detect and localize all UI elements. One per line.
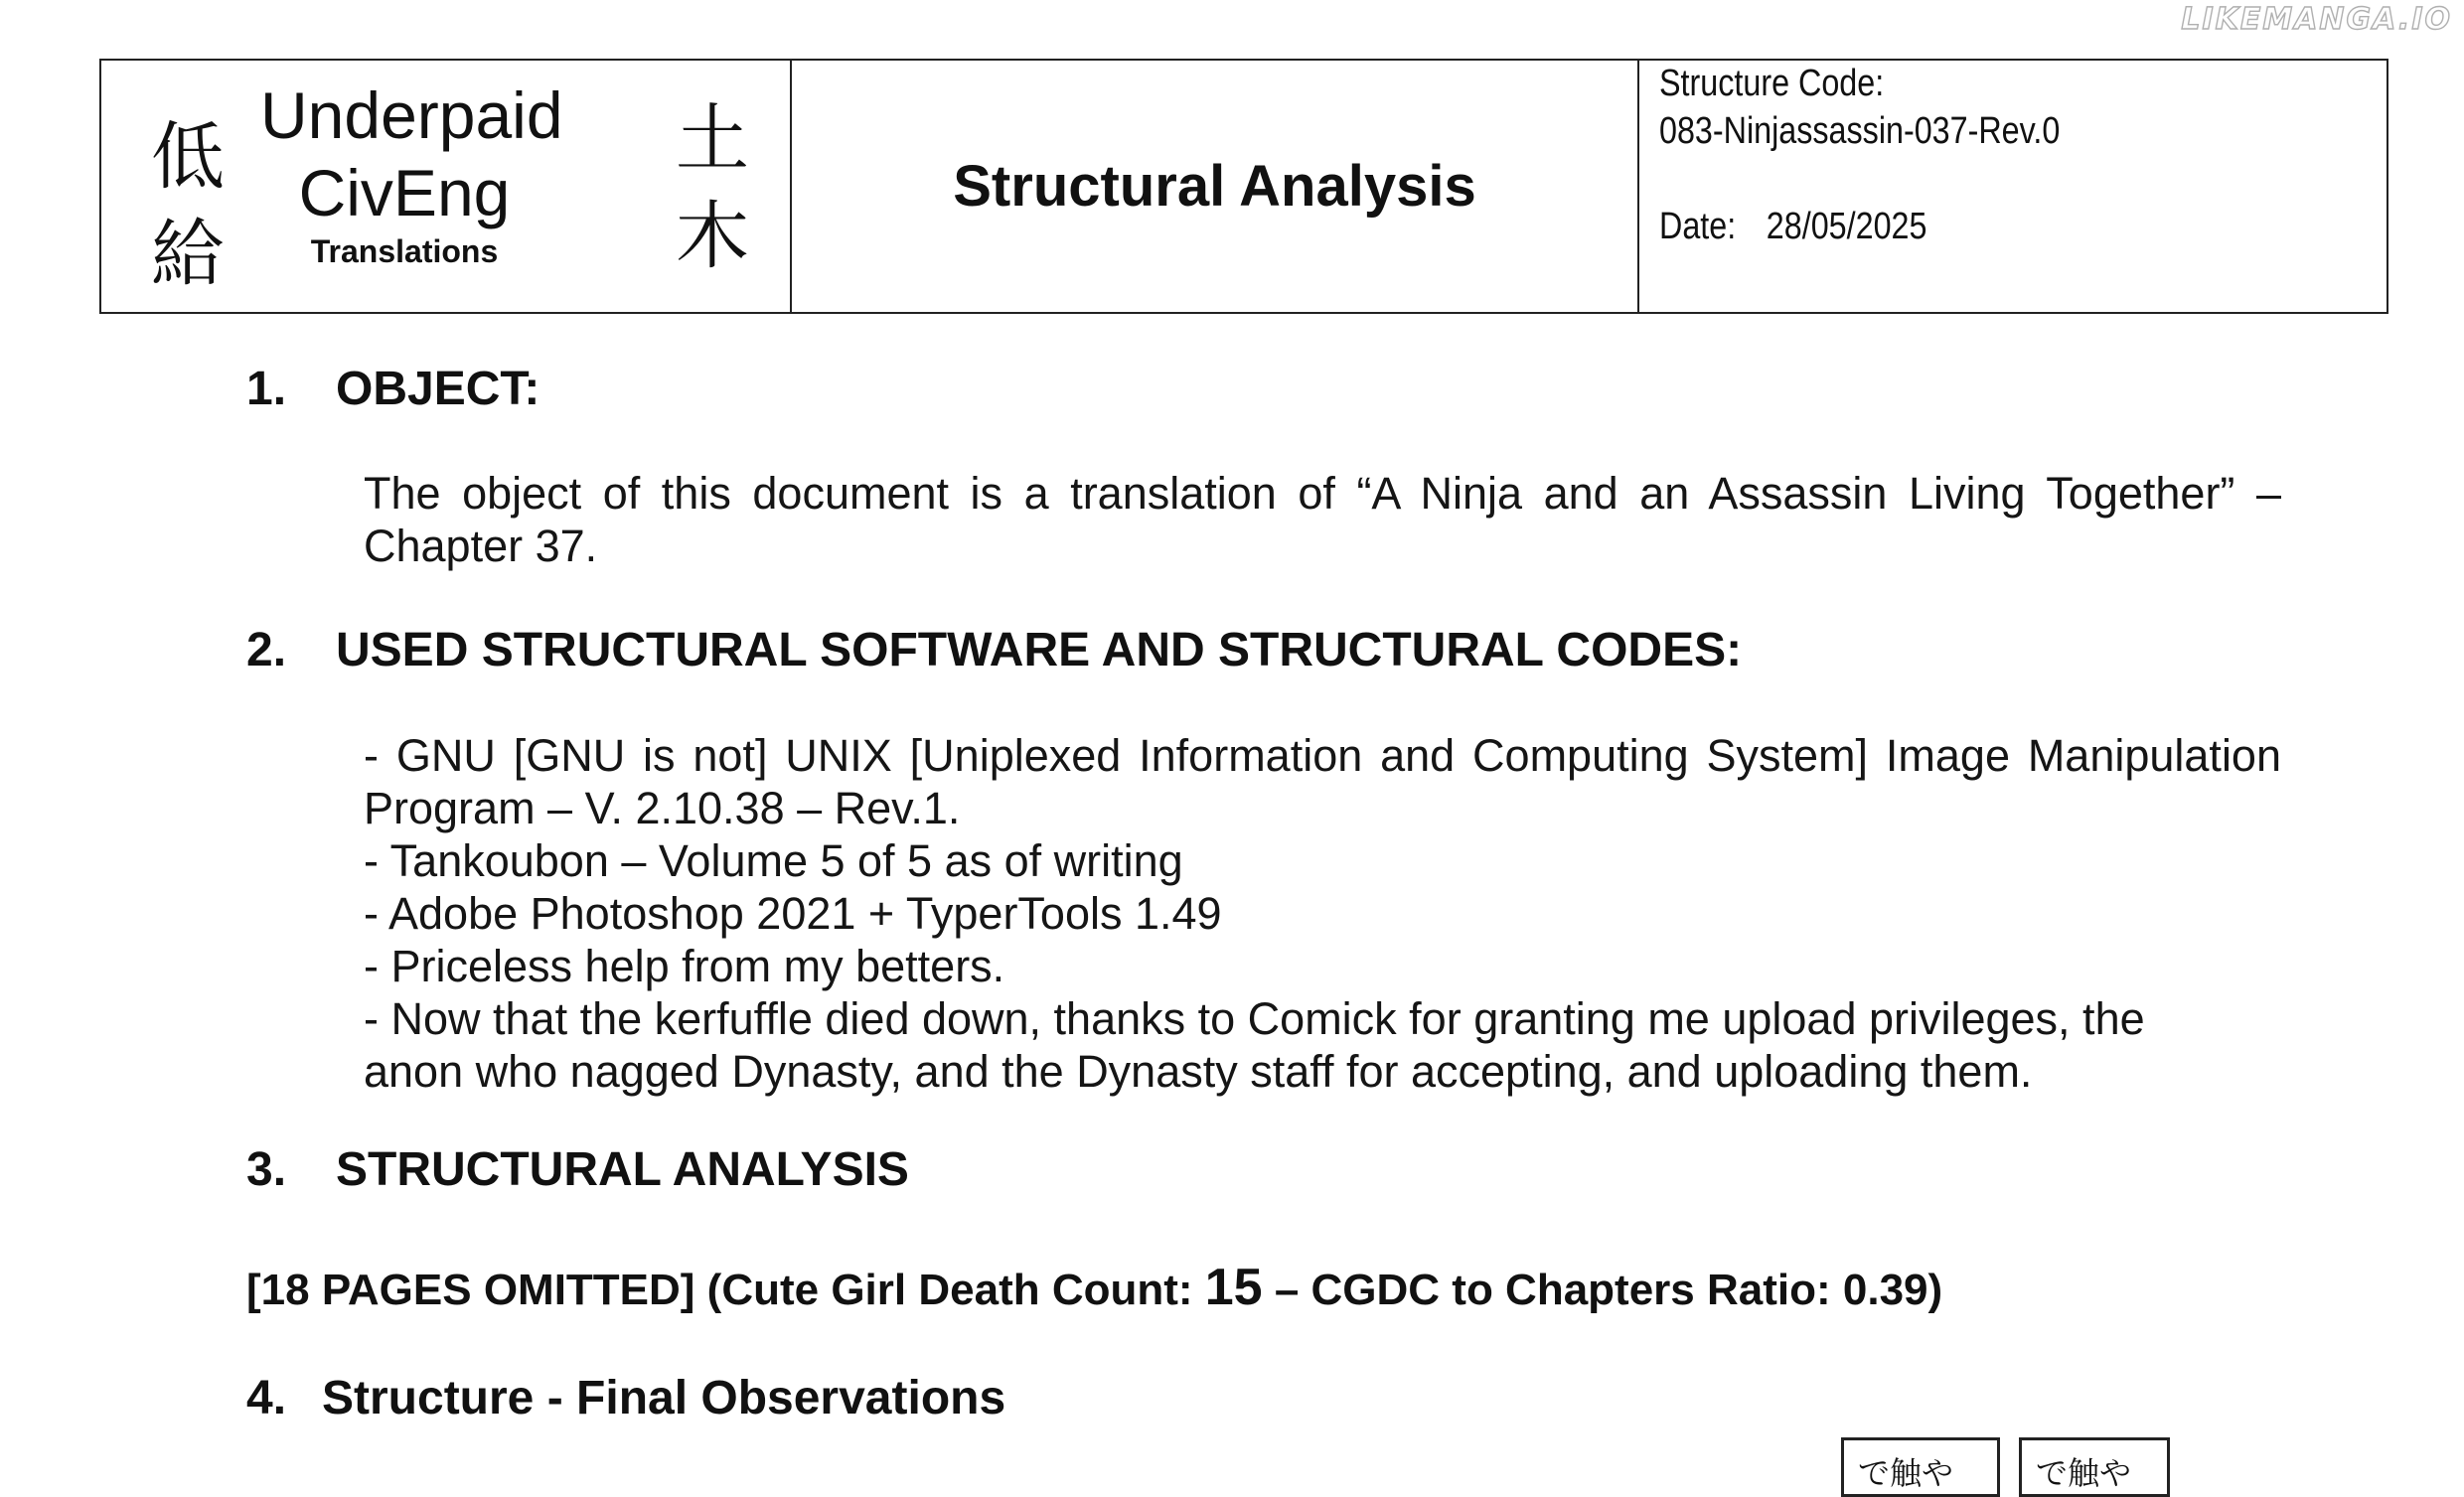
structure-code-value: 083-Ninjassassin-037-Rev.0: [1659, 110, 2061, 152]
date-label: Date:: [1659, 206, 1737, 247]
section-number: 4.: [246, 1372, 287, 1424]
date-row: [1659, 206, 1926, 248]
section-heading-2: [246, 623, 1742, 677]
omitted-prefix: [18 PAGES OMITTED] (Cute Girl Death Count:: [246, 1266, 1205, 1314]
logo-line-2: CivEng: [298, 156, 511, 229]
kanji-char: 土: [676, 96, 749, 182]
list-item: - Tankoubon – Volume 5 of 5 as of writing: [364, 835, 1183, 886]
logo-subtitle: Translations: [310, 233, 499, 269]
title-cell: [792, 61, 1639, 312]
kanji-left-column: [151, 108, 225, 303]
section-heading-3: [246, 1142, 909, 1197]
list-item: - Now that the kerfuffle died down, thanks to Comick for granting me upload privileges, the anon who nagged Dynasty, and the Dynasty staff for accepting, and uploading them.: [364, 993, 2145, 1097]
date-value: 28/05/2025: [1766, 206, 1927, 247]
section-1-body: The object of this document is a translation of “A Ninja and an Assassin Living Together” – Chapter 37.: [364, 468, 2281, 571]
section-heading-1: [246, 362, 539, 416]
logo-cell: [101, 61, 792, 312]
site-watermark: LIKEMANGA.IO: [2181, 2, 2452, 37]
document-header: [99, 59, 2388, 314]
section-heading-4: [246, 1371, 1005, 1425]
kanji-char: 低: [151, 114, 225, 200]
section-title: USED STRUCTURAL SOFTWARE AND STRUCTURAL CODES:: [336, 624, 1743, 676]
logo-wordmark: [260, 76, 563, 271]
omitted-pages-note: [246, 1258, 1942, 1317]
stamp-box: で触や: [1841, 1437, 2000, 1497]
section-title: OBJECT:: [336, 363, 540, 415]
kanji-char: 給: [151, 212, 225, 297]
list-item: - Priceless help from my betters.: [364, 941, 1005, 991]
section-title: STRUCTURAL ANALYSIS: [336, 1143, 909, 1196]
structure-code-label: Structure Code:: [1659, 63, 1885, 104]
meta-cell: [1639, 61, 2387, 312]
section-title: Structure - Final Observations: [322, 1372, 1006, 1424]
software-list: [364, 729, 2281, 1098]
section-number: 3.: [246, 1143, 287, 1196]
stamp-box: で触や: [2019, 1437, 2170, 1497]
list-item: - GNU [GNU is not] UNIX [Uniplexed Information and Computing System] Image Manipulation Program – V. 2.10.38 – Rev.1.: [364, 730, 2281, 833]
section-number: 2.: [246, 624, 287, 676]
omitted-suffix: – CGDC to Chapters Ratio: 0.39): [1262, 1266, 1943, 1314]
document-title: Structural Analysis: [953, 154, 1476, 219]
death-count: 15: [1204, 1259, 1263, 1316]
kanji-char: 木: [676, 194, 749, 279]
section-number: 1.: [246, 363, 287, 415]
kanji-right-column: [676, 90, 749, 285]
list-item: - Adobe Photoshop 2021 + TyperTools 1.49: [364, 888, 1222, 939]
logo-line-1: Underpaid: [260, 78, 563, 152]
